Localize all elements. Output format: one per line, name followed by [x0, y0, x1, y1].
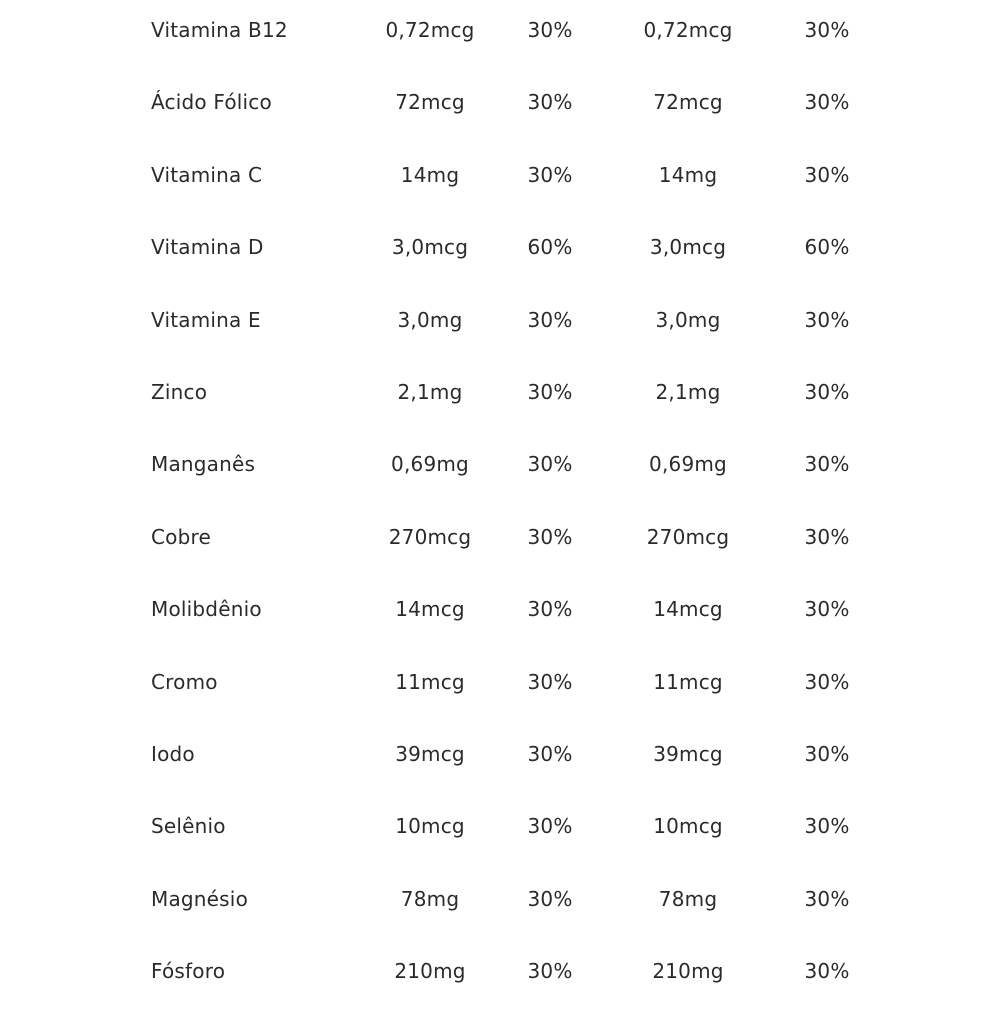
- nutrient-name: Ácido Fólico: [151, 90, 272, 115]
- quantity-per-portion: 0,72mcg: [385, 18, 475, 42]
- table-row: [0, 362, 1000, 434]
- quantity-per-portion-alt: 14mcg: [653, 597, 723, 622]
- quantity-per-portion: 3,0mg: [397, 307, 463, 332]
- quantity-per-portion: 0,69mg: [391, 452, 469, 477]
- daily-value-percent-alt: 30%: [804, 452, 850, 477]
- nutrient-name: Manganês: [151, 452, 256, 477]
- daily-value-percent-alt: 30%: [804, 379, 850, 404]
- daily-value-percent: 30%: [527, 886, 573, 911]
- daily-value-percent-alt: 30%: [804, 18, 850, 42]
- nutrient-name: Vitamina C: [151, 162, 263, 187]
- daily-value-percent: 30%: [527, 814, 573, 839]
- daily-value-percent-alt: 30%: [804, 959, 850, 984]
- daily-value-percent: 30%: [527, 597, 573, 622]
- quantity-per-portion: 39mcg: [395, 741, 465, 766]
- quantity-per-portion-alt: 270mcg: [646, 524, 730, 549]
- daily-value-percent: 30%: [527, 162, 573, 187]
- table-row: [0, 507, 1000, 579]
- daily-value-percent: 30%: [527, 452, 573, 477]
- quantity-per-portion: 270mcg: [388, 524, 472, 549]
- table-row: [0, 724, 1000, 796]
- daily-value-percent-alt: 30%: [804, 669, 850, 694]
- nutrient-name: Magnésio: [151, 886, 249, 911]
- nutrient-name: Vitamina D: [151, 235, 264, 260]
- daily-value-percent-alt: 30%: [804, 886, 850, 911]
- quantity-per-portion: 210mg: [394, 959, 466, 984]
- daily-value-percent: 30%: [527, 959, 573, 984]
- nutrient-name: Selênio: [151, 814, 226, 839]
- nutrient-name: Iodo: [151, 741, 195, 766]
- table-row: [0, 0, 1000, 72]
- daily-value-percent-alt: 30%: [804, 90, 850, 115]
- daily-value-percent: 30%: [527, 90, 573, 115]
- table-row: [0, 579, 1000, 651]
- nutrient-name: Cobre: [151, 524, 211, 549]
- quantity-per-portion: 10mcg: [395, 814, 465, 839]
- quantity-per-portion-alt: 0,72mcg: [643, 18, 733, 42]
- quantity-per-portion: 78mg: [400, 886, 460, 911]
- daily-value-percent-alt: 30%: [804, 162, 850, 187]
- table-row: [0, 72, 1000, 144]
- table-row: [0, 145, 1000, 217]
- quantity-per-portion: 3,0mcg: [391, 235, 469, 260]
- daily-value-percent: 30%: [527, 307, 573, 332]
- nutrient-name: Fósforo: [151, 959, 226, 984]
- quantity-per-portion: 11mcg: [395, 669, 465, 694]
- quantity-per-portion-alt: 11mcg: [653, 669, 723, 694]
- daily-value-percent: 30%: [527, 741, 573, 766]
- quantity-per-portion-alt: 10mcg: [653, 814, 723, 839]
- daily-value-percent-alt: 30%: [804, 524, 850, 549]
- daily-value-percent: 30%: [527, 18, 573, 42]
- daily-value-percent: 30%: [527, 379, 573, 404]
- quantity-per-portion-alt: 3,0mcg: [649, 235, 727, 260]
- nutrient-name: Vitamina E: [151, 307, 261, 332]
- daily-value-percent-alt: 30%: [804, 741, 850, 766]
- quantity-per-portion-alt: 39mcg: [653, 741, 723, 766]
- quantity-per-portion: 2,1mg: [397, 379, 463, 404]
- table-row: [0, 652, 1000, 724]
- table-row: [0, 941, 1000, 1013]
- quantity-per-portion: 14mg: [400, 162, 460, 187]
- quantity-per-portion-alt: 0,69mg: [649, 452, 727, 477]
- daily-value-percent: 60%: [527, 235, 573, 260]
- quantity-per-portion: 14mcg: [395, 597, 465, 622]
- quantity-per-portion-alt: 210mg: [652, 959, 724, 984]
- quantity-per-portion-alt: 72mcg: [653, 90, 723, 115]
- daily-value-percent: 30%: [527, 669, 573, 694]
- quantity-per-portion-alt: 3,0mg: [655, 307, 721, 332]
- table-row: [0, 217, 1000, 289]
- daily-value-percent-alt: 30%: [804, 307, 850, 332]
- table-row: [0, 434, 1000, 506]
- table-row: [0, 290, 1000, 362]
- nutrient-name: Cromo: [151, 669, 218, 694]
- quantity-per-portion-alt: 14mg: [658, 162, 718, 187]
- nutrient-name: Zinco: [151, 379, 208, 404]
- nutrient-name: Molibdênio: [151, 597, 262, 622]
- table-row: [0, 796, 1000, 868]
- daily-value-percent-alt: 30%: [804, 814, 850, 839]
- daily-value-percent-alt: 30%: [804, 597, 850, 622]
- nutrient-name: Vitamina B12: [151, 18, 288, 42]
- quantity-per-portion: 72mcg: [395, 90, 465, 115]
- quantity-per-portion-alt: 78mg: [658, 886, 718, 911]
- daily-value-percent-alt: 60%: [804, 235, 850, 260]
- quantity-per-portion-alt: 2,1mg: [655, 379, 721, 404]
- daily-value-percent: 30%: [527, 524, 573, 549]
- table-row: [0, 869, 1000, 941]
